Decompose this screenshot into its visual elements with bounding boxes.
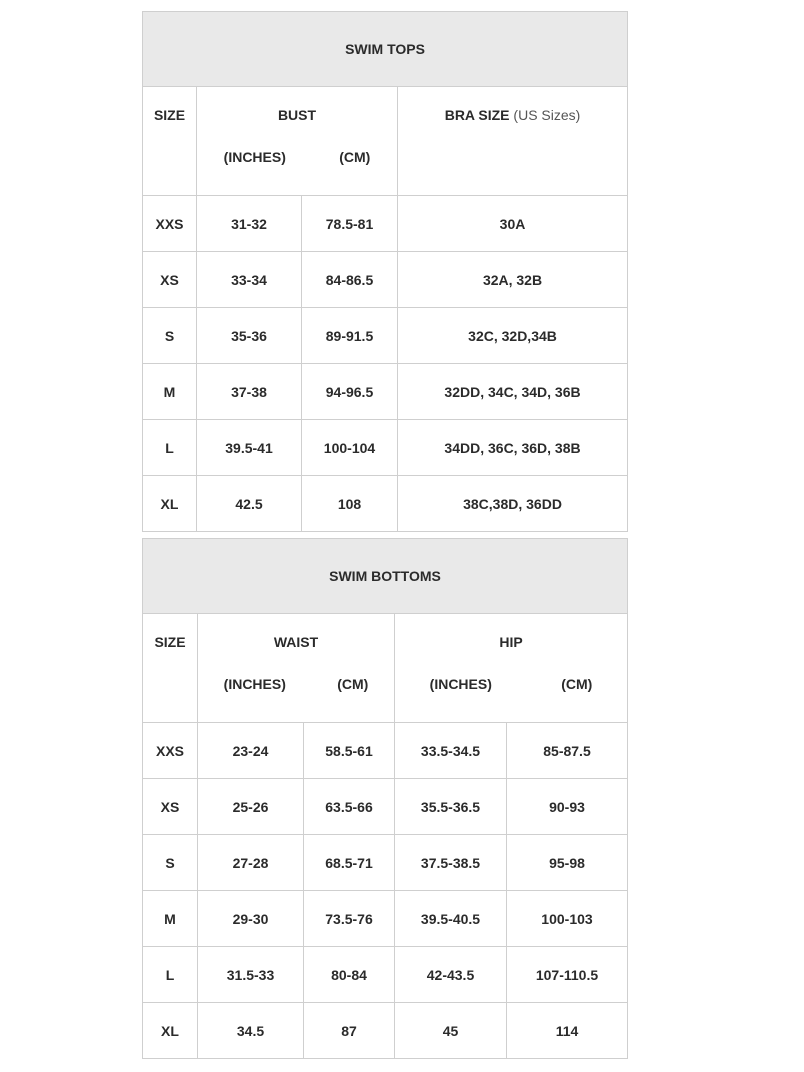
bust-unit-inches: (INCHES) [223, 149, 286, 165]
bra-size-cell: 32C, 32D,34B [398, 308, 628, 364]
size-cell: M [143, 364, 197, 420]
hip-inches-cell: 33.5-34.5 [395, 723, 507, 779]
size-cell: S [143, 308, 197, 364]
table-row [143, 723, 628, 779]
hip-inches-cell: 42-43.5 [395, 947, 507, 1003]
hip-unit-cm: (CM) [561, 676, 593, 692]
hip-cm-cell: 85-87.5 [507, 723, 628, 779]
waist-cm-cell: 80-84 [304, 947, 395, 1003]
size-cell: L [143, 420, 197, 476]
waist-inches-cell: 25-26 [198, 779, 304, 835]
bust-cm-cell: 94-96.5 [302, 364, 398, 420]
tops-bust-header [197, 87, 398, 196]
hip-cm-cell: 114 [507, 1003, 628, 1059]
table-row [143, 196, 628, 252]
bust-cm-cell: 84-86.5 [302, 252, 398, 308]
waist-cm-cell: 73.5-76 [304, 891, 395, 947]
size-cell: XXS [143, 196, 197, 252]
swim-bottoms-table [142, 538, 628, 1059]
table-row [143, 835, 628, 891]
size-cell: S [143, 835, 198, 891]
bust-header-label: BUST [277, 107, 317, 123]
bust-unit-cm: (CM) [339, 149, 371, 165]
swim-tops-table [142, 11, 628, 532]
bottoms-waist-header [198, 614, 395, 723]
waist-inches-cell: 34.5 [198, 1003, 304, 1059]
waist-unit-inches: (INCHES) [223, 676, 286, 692]
table-row [143, 364, 628, 420]
size-cell: XL [143, 476, 197, 532]
bust-units [197, 123, 397, 165]
bottoms-size-header: SIZE [143, 614, 198, 723]
size-cell: XS [143, 252, 197, 308]
bra-size-note: (US Sizes) [513, 107, 581, 123]
size-cell: L [143, 947, 198, 1003]
bra-size-cell: 34DD, 36C, 36D, 38B [398, 420, 628, 476]
table-row [143, 1003, 628, 1059]
bra-size-cell: 32DD, 34C, 34D, 36B [398, 364, 628, 420]
bust-cm-cell: 89-91.5 [302, 308, 398, 364]
waist-inches-cell: 29-30 [198, 891, 304, 947]
hip-inches-cell: 37.5-38.5 [395, 835, 507, 891]
bust-inches-cell: 35-36 [197, 308, 302, 364]
waist-inches-cell: 31.5-33 [198, 947, 304, 1003]
table-row [143, 779, 628, 835]
hip-header-label: HIP [499, 634, 523, 650]
table-row [143, 420, 628, 476]
hip-cm-cell: 95-98 [507, 835, 628, 891]
hip-cm-cell: 107-110.5 [507, 947, 628, 1003]
hip-inches-cell: 35.5-36.5 [395, 779, 507, 835]
waist-units [198, 650, 394, 692]
size-cell: XXS [143, 723, 198, 779]
table-row [143, 891, 628, 947]
bust-cm-cell: 78.5-81 [302, 196, 398, 252]
bra-size-label: BRA SIZE [444, 107, 510, 123]
bra-size-cell: 38C,38D, 36DD [398, 476, 628, 532]
swim-tops-title: SWIM TOPS [345, 41, 425, 57]
table-row [143, 476, 628, 532]
swim-tops-title-cell [143, 12, 628, 87]
bust-inches-cell: 42.5 [197, 476, 302, 532]
bottoms-body [143, 723, 628, 1059]
bra-size-cell: 30A [398, 196, 628, 252]
bottoms-hip-header [395, 614, 628, 723]
waist-header-label: WAIST [273, 634, 319, 650]
swim-bottoms-title: SWIM BOTTOMS [329, 568, 441, 584]
waist-cm-cell: 87 [304, 1003, 395, 1059]
waist-unit-cm: (CM) [337, 676, 369, 692]
hip-unit-inches: (INCHES) [429, 676, 492, 692]
table-row [143, 308, 628, 364]
tops-body [143, 196, 628, 532]
waist-inches-cell: 23-24 [198, 723, 304, 779]
bust-inches-cell: 33-34 [197, 252, 302, 308]
size-cell: XS [143, 779, 198, 835]
size-cell: M [143, 891, 198, 947]
bra-size-cell: 32A, 32B [398, 252, 628, 308]
waist-inches-cell: 27-28 [198, 835, 304, 891]
table-row [143, 947, 628, 1003]
tops-bra-size-header [398, 87, 628, 196]
tops-size-header: SIZE [143, 87, 197, 196]
waist-cm-cell: 63.5-66 [304, 779, 395, 835]
waist-cm-cell: 58.5-61 [304, 723, 395, 779]
bust-cm-cell: 108 [302, 476, 398, 532]
waist-cm-cell: 68.5-71 [304, 835, 395, 891]
hip-units [395, 650, 627, 692]
table-row [143, 252, 628, 308]
bust-inches-cell: 31-32 [197, 196, 302, 252]
bust-inches-cell: 39.5-41 [197, 420, 302, 476]
swim-bottoms-title-cell [143, 539, 628, 614]
hip-inches-cell: 45 [395, 1003, 507, 1059]
hip-cm-cell: 90-93 [507, 779, 628, 835]
bust-cm-cell: 100-104 [302, 420, 398, 476]
bust-inches-cell: 37-38 [197, 364, 302, 420]
hip-inches-cell: 39.5-40.5 [395, 891, 507, 947]
size-cell: XL [143, 1003, 198, 1059]
hip-cm-cell: 100-103 [507, 891, 628, 947]
